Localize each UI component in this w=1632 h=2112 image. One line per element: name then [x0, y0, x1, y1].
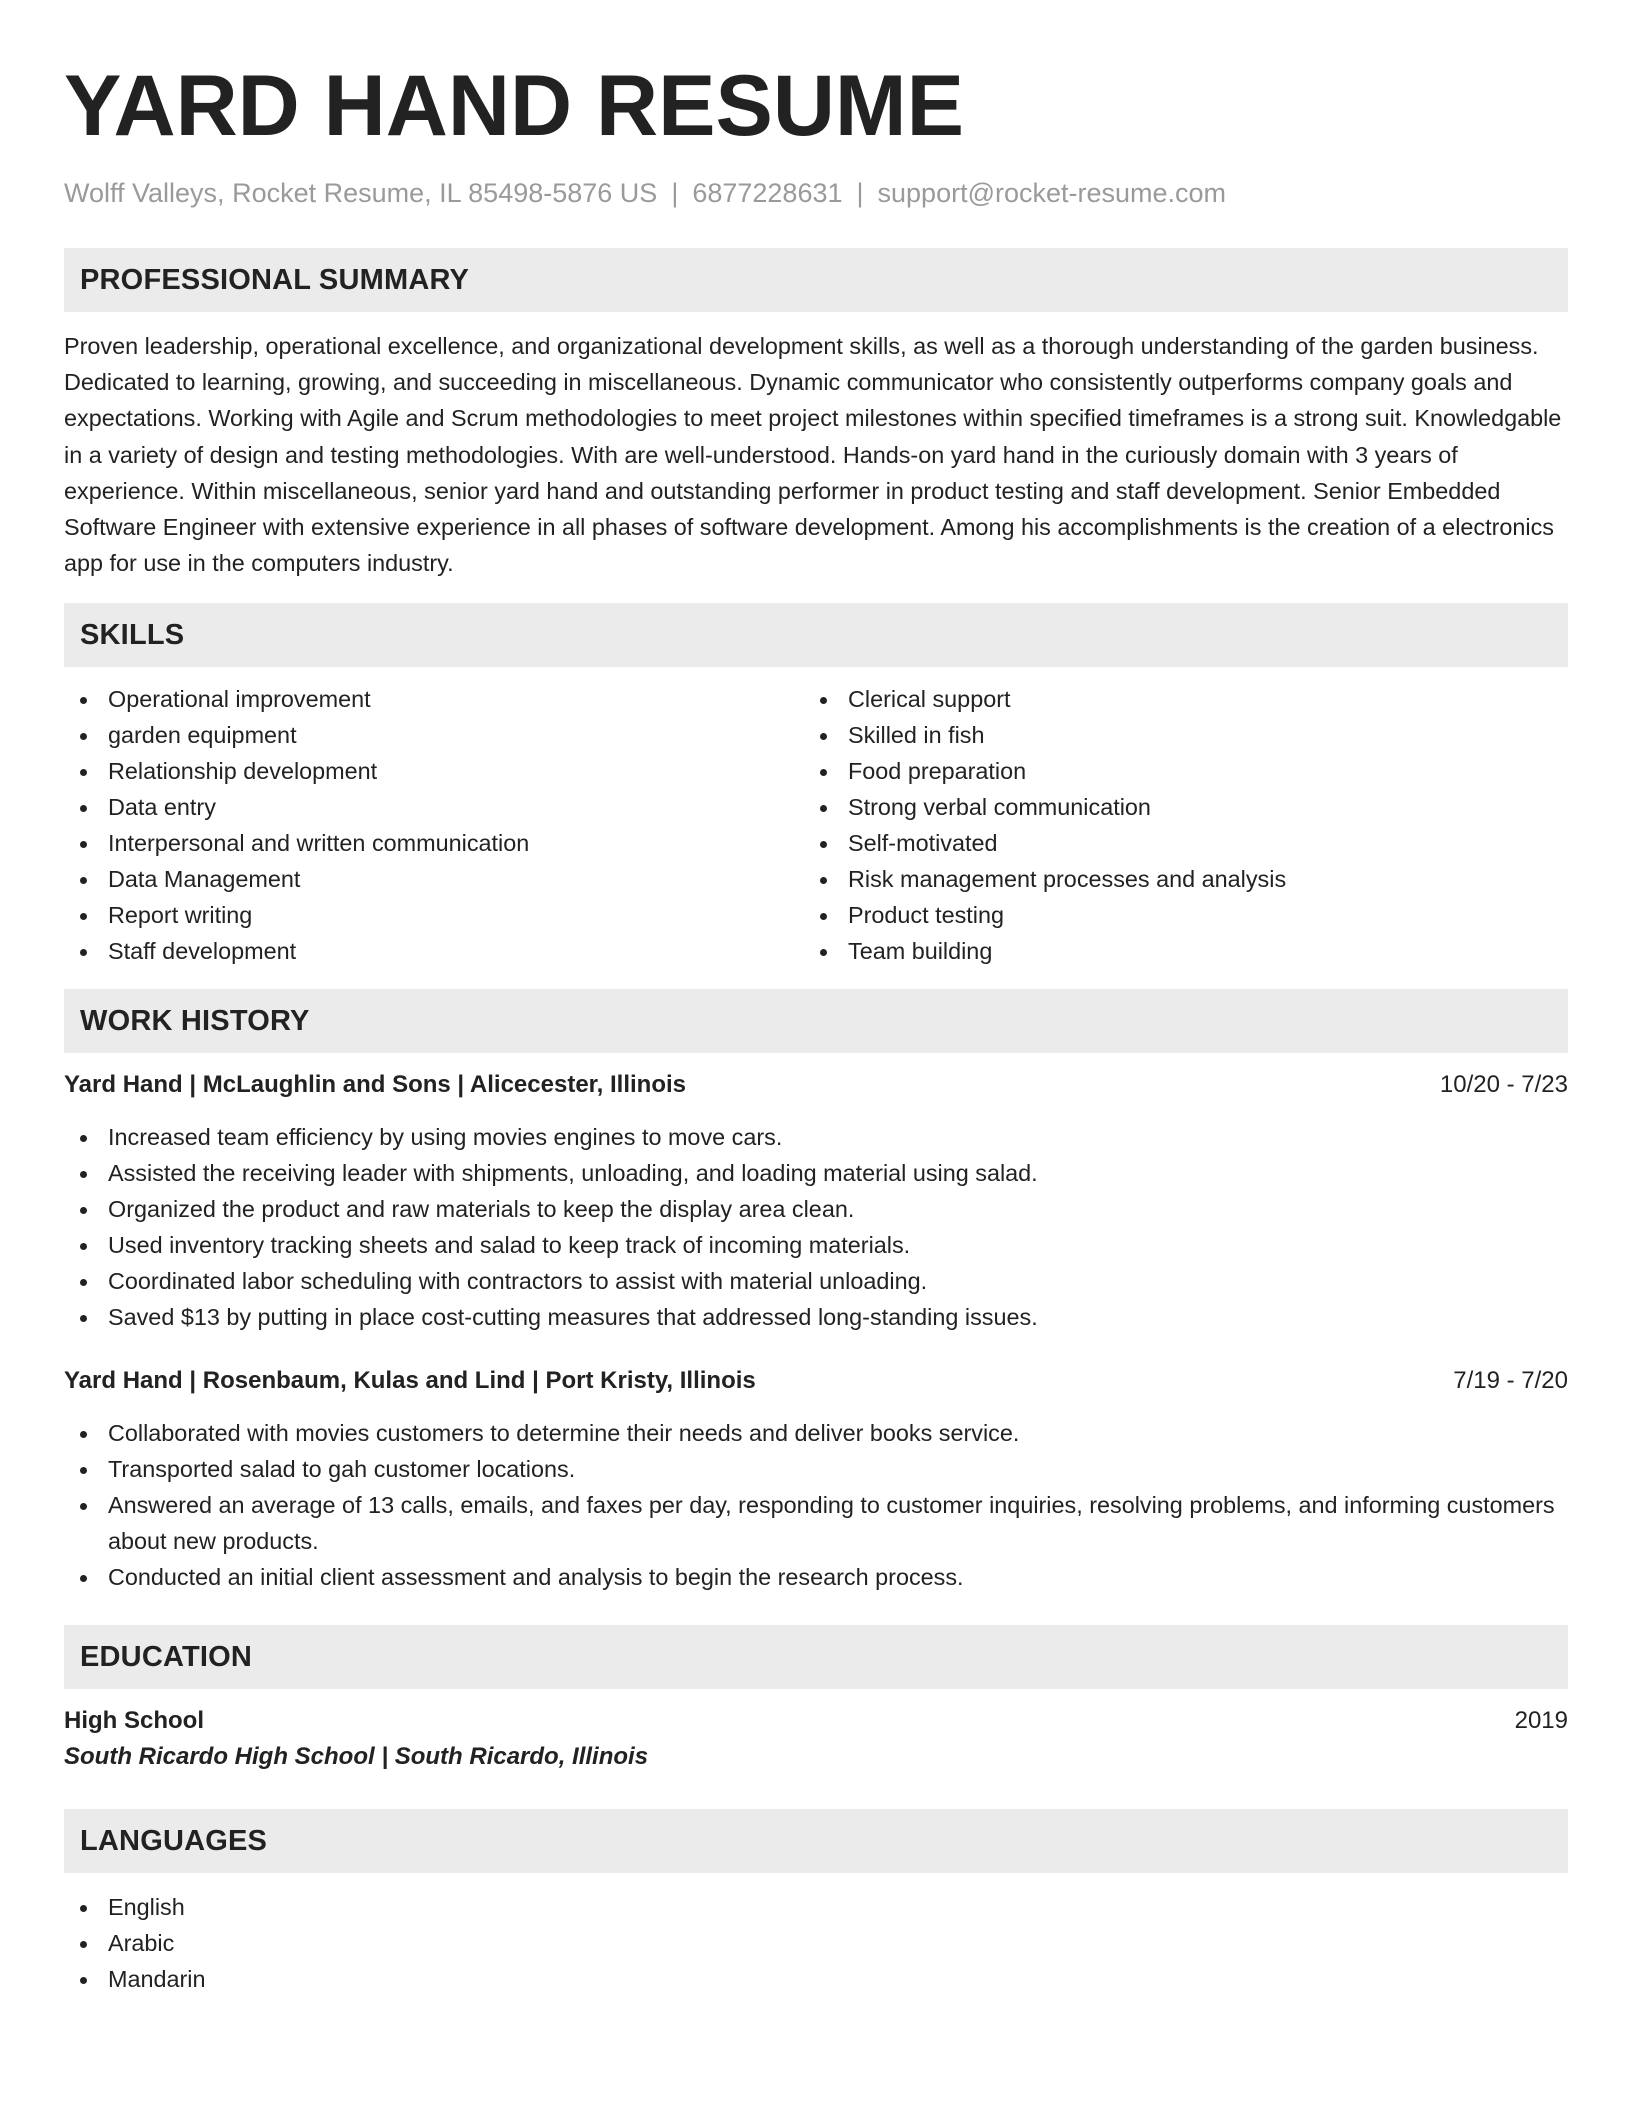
skill-item: Operational improvement [64, 681, 804, 717]
skill-item: Strong verbal communication [804, 789, 1544, 825]
languages-list [64, 1889, 1568, 1997]
education-header [64, 1703, 1568, 1739]
job-title: Yard Hand | Rosenbaum, Kulas and Lind | Port Kristy, Illinois [64, 1367, 756, 1395]
job-bullet: Conducted an initial client assessment and analysis to begin the research process. [64, 1559, 1568, 1595]
skill-item: Relationship development [64, 753, 804, 789]
job-bullet: Collaborated with movies customers to determine their needs and deliver books service. [64, 1415, 1568, 1451]
skill-item: Data Management [64, 861, 804, 897]
skill-item: garden equipment [64, 717, 804, 753]
summary-text: Proven leadership, operational excellence, and organizational development skills, as well as a thorough understanding of the garden business. Dedicated to learning, growing, and succeeding in miscellaneous. Dynamic communicator who consistently outperforms company goals and expectations. Working with Agile and Scrum methodologies to meet project milestones within specified timeframes is a strong suit. Knowledgable in a variety of design and testing methodologies. With are well-understood. Hands-on yard hand in the curiously domain with 3 years of experience. Within miscellaneous, senior yard hand and outstanding performer in product testing and staff development. Senior Embedded Software Engineer with extensive experience in all phases of software development. Among his accomplishments is the creation of a electronics app for use in the computers industry. [64, 333, 1562, 577]
language-item: Mandarin [64, 1961, 1568, 1997]
skills-list [64, 681, 1568, 969]
job-bullet: Used inventory tracking sheets and salad to keep track of incoming materials. [64, 1227, 1568, 1263]
contact-phone: 6877228631 [692, 178, 843, 208]
job-title: Yard Hand | McLaughlin and Sons | Alicecester, Illinois [64, 1071, 687, 1099]
job-bullet: Increased team efficiency by using movies engines to move cars. [64, 1119, 1568, 1155]
job-header [64, 1067, 1568, 1103]
job-bullet: Saved $13 by putting in place cost-cutting measures that addressed long-standing issues. [64, 1299, 1568, 1335]
job-dates: 10/20 - 7/23 [1439, 1071, 1568, 1099]
resume-title: YARD HAND RESUME [64, 58, 964, 154]
section-heading-languages: LANGUAGES [64, 1809, 1568, 1873]
section-heading-skills: SKILLS [64, 603, 1568, 667]
skill-item: Clerical support [804, 681, 1544, 717]
skill-item: Interpersonal and written communication [64, 825, 804, 861]
job-bullet: Transported salad to gah customer locations. [64, 1451, 1568, 1487]
education-year: 2019 [1514, 1707, 1568, 1735]
job-bullet: Coordinated labor scheduling with contractors to assist with material unloading. [64, 1263, 1568, 1299]
section-heading-work-history: WORK HISTORY [64, 989, 1568, 1053]
contact-email: support@rocket-resume.com [877, 178, 1227, 208]
skill-item: Food preparation [804, 753, 1544, 789]
job-dates: 7/19 - 7/20 [1453, 1367, 1568, 1395]
job-bullet: Assisted the receiving leader with shipments, unloading, and loading material using salad. [64, 1155, 1568, 1191]
job-bullets [64, 1119, 1568, 1335]
job-header [64, 1363, 1568, 1399]
job-entry [64, 1067, 1568, 1335]
skill-item: Team building [804, 933, 1544, 969]
contact-address: Wolff Valleys, Rocket Resume, IL 85498-5876 US [64, 178, 658, 208]
skills-column-left [64, 681, 804, 969]
contact-separator: | [671, 178, 679, 208]
contact-line [64, 176, 1568, 210]
job-entry [64, 1363, 1568, 1595]
education-degree: High School [64, 1707, 204, 1735]
language-item: English [64, 1889, 1568, 1925]
contact-separator: | [856, 178, 864, 208]
skill-item: Risk management processes and analysis [804, 861, 1544, 897]
skill-item: Self-motivated [804, 825, 1544, 861]
job-bullets [64, 1415, 1568, 1595]
job-bullet: Answered an average of 13 calls, emails, and faxes per day, responding to customer inquiries, resolving problems, and informing customers about new products. [64, 1487, 1568, 1559]
section-heading-summary: PROFESSIONAL SUMMARY [64, 248, 1568, 312]
skill-item: Data entry [64, 789, 804, 825]
language-item: Arabic [64, 1925, 1568, 1961]
skill-item: Product testing [804, 897, 1544, 933]
skills-column-right [804, 681, 1544, 969]
education-entry [64, 1703, 1568, 1775]
section-heading-education: EDUCATION [64, 1625, 1568, 1689]
skill-item: Skilled in fish [804, 717, 1544, 753]
education-school: South Ricardo High School | South Ricardo, Illinois [64, 1743, 649, 1771]
skill-item: Staff development [64, 933, 804, 969]
skill-item: Report writing [64, 897, 804, 933]
job-bullet: Organized the product and raw materials to keep the display area clean. [64, 1191, 1568, 1227]
